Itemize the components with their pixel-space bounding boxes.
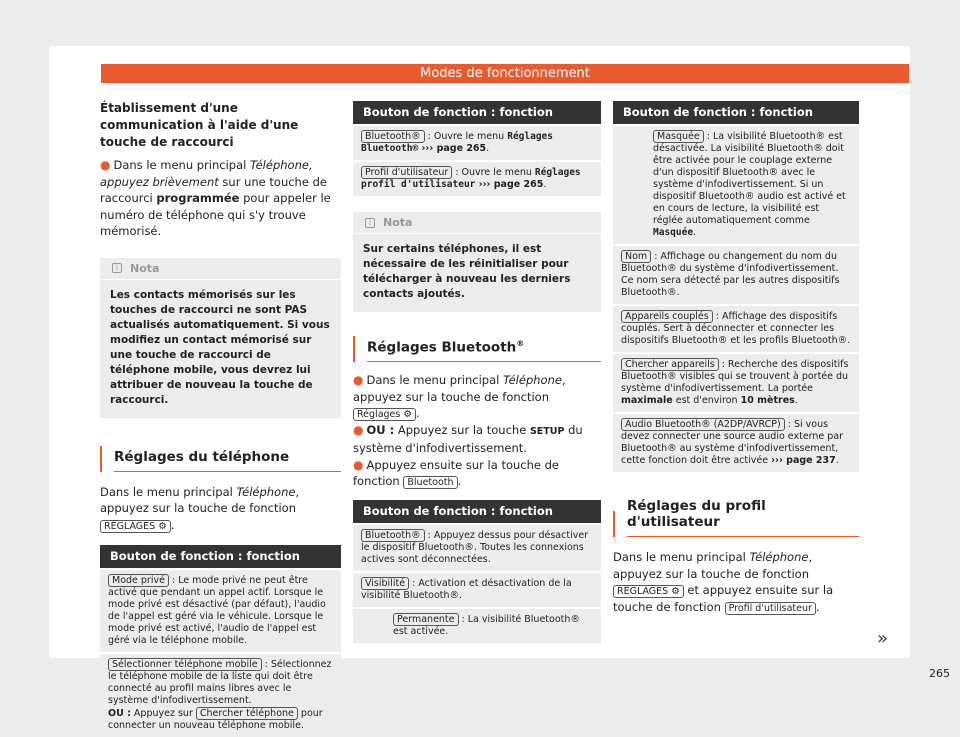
function-table-bluetooth-cont: Bouton de fonction : fonction Masquée : La visibilité Bluetooth® est désactivée. La visibilité Bluetooth® doit être activée pour le couplage externe d'un dispositif Bluetooth® avec le système d'infodivertissement. Si un dispositif Bluetooth® audio est activé et en cours de lecture, la visibilité est réglée automatiquement comme Masquée. Nom : Affichage ou changement du nom du Bluetooth® du système d'infodivertissement. Ce nom sera détecté par les autres dispositifs Bluetooth®. Appareils couplés : Affichage des dispositifs couplés. Sert à déconnecter et connecter les dispositifs Bluetooth® et les profils Bluetooth®. Chercher appareils : Recherche des dispositifs Bluetooth® visibles qui se trouvent à portée du système d'infodivertissement. La portée maximale est d'environ 10 mètres. Audio Bluetooth® (A2DP/AVRCP) : Si vous devez connecter une source audio externe par Bluetooth® au système d'infodivertissement, cette fonction doit être activée ››› page 237.	[613, 101, 859, 472]
reglages-profile-button[interactable]: RÉGLAGES ⚙	[613, 585, 684, 598]
bullet-icon: ●	[353, 422, 364, 437]
setup-key: SETUP	[529, 425, 565, 437]
bullet-icon: ●	[100, 158, 111, 172]
bullet-icon: ●	[353, 457, 364, 472]
mode-prive-button[interactable]: Mode privé	[108, 574, 169, 587]
search-phone-button[interactable]: Chercher téléphone	[196, 707, 298, 720]
paragraph-shortcut: ● Dans le menu principal Téléphone, appuyez brièvement sur une touche de raccourci programmée pour appeler le numéro de téléphone qui s'y trouve mémorisé.	[100, 158, 331, 238]
paired-devices-button[interactable]: Appareils couplés	[621, 310, 713, 323]
search-devices-button[interactable]: Chercher appareils	[621, 358, 719, 371]
bullet-icon: ●	[353, 373, 364, 387]
table-row: Nom : Affichage ou changement du nom du Bluetooth® du système d'infodivertissement. Ce nom sera détecté par les autres dispositifs Bluetooth®.	[613, 244, 859, 304]
user-profile-function-button[interactable]: Profil d'utilisateur	[725, 602, 816, 615]
continue-chevron-icon: »	[877, 628, 889, 649]
user-profile-button[interactable]: Profil d'utilisateur	[361, 166, 452, 179]
bluetooth-function-button[interactable]: Bluetooth	[403, 476, 457, 489]
table-row: Audio Bluetooth® (A2DP/AVRCP) : Si vous devez connecter une source audio externe par Bluetooth® au système d'infodivertissement, cette fonction doit être activée ››› page 237.	[613, 412, 859, 472]
table-row: Permanente : La visibilité Bluetooth® est activée.	[353, 607, 601, 643]
column-3	[613, 101, 859, 615]
permanent-button[interactable]: Permanente	[393, 613, 459, 626]
bluetooth-toggle-button[interactable]: Bluetooth®	[361, 529, 425, 542]
bluetooth-step-3: ● Appuyez ensuite sur la touche de fonction Bluetooth .	[353, 457, 560, 488]
bluetooth-step-2: ● OU : Appuyez sur la touche SETUP du système d'infodivertissement.	[353, 422, 583, 455]
section-user-profile: Réglages du profil d'utilisateur	[613, 498, 859, 537]
paragraph-phone-settings: Dans le menu principal Téléphone, appuyez sur la touche de fonction RÉGLAGES ⚙ .	[100, 484, 300, 532]
bluetooth-step-1: ● Dans le menu principal Téléphone, appuyez sur la touche de fonction Réglages ⚙ .	[353, 373, 566, 420]
table-row: Visibilité : Activation et désactivation de la visibilité Bluetooth®.	[353, 571, 601, 607]
page-number: 265	[929, 667, 950, 680]
function-table-phone: Bouton de fonction : fonction Mode privé : Le mode privé ne peut être activé que pendant un appel actif. Lorsque le mode privé est désactivé (par défaut), l'audio de l'appel est géré via le véhicule. Lorsque le mode privé est activé, l'audio de l'appel est géré via le téléphone mobile. Sélectionner téléphone mobile : Sélectionnez le téléphone mobile de la liste qui doit être connecté au profil mains libres avec le système d'infodivertissement. OU : Appuyez sur Chercher téléphone pour connecter un nouveau téléphone mobile.	[100, 545, 341, 737]
nota-text: Sur certains téléphones, il est nécessaire de les réinitialiser pour télécharger à nouveau les derniers contacts ajoutés.	[363, 243, 571, 300]
bluetooth-button[interactable]: Bluetooth®	[361, 130, 425, 143]
info-icon: i	[365, 218, 375, 228]
table-row: Appareils couplés : Affichage des dispositifs couplés. Sert à déconnecter et connecter les dispositifs Bluetooth® et les profils Bluetooth®.	[613, 304, 859, 352]
visibility-button[interactable]: Visibilité	[361, 577, 409, 590]
nota-box: i Nota Sur certains téléphones, il est nécessaire de les réinitialiser pour télécharger à nouveau les derniers contacts ajoutés.	[353, 212, 601, 312]
table-row: Chercher appareils : Recherche des dispositifs Bluetooth® visibles qui se trouvent à portée du système d'infodivertissement. La portée maximale est d'environ 10 mètres.	[613, 352, 859, 412]
reglages-bluetooth-button[interactable]: Réglages ⚙	[353, 408, 416, 421]
table-row: Bluetooth® : Ouvre le menu Réglages Bluetooth® ››› page 265.	[353, 124, 601, 160]
name-button[interactable]: Nom	[621, 250, 651, 263]
table-row: Bluetooth® : Appuyez dessus pour désactiver le dispositif Bluetooth®. Toutes les connexions actives sont déconnectées.	[353, 523, 601, 571]
page-header: Modes de fonctionnement	[101, 64, 909, 83]
function-table-menu: Bouton de fonction : fonction Bluetooth® : Ouvre le menu Réglages Bluetooth® ››› page 265. Profil d'utilisateur : Ouvre le menu Réglages profil d'utilisateur ››› page 265.	[353, 101, 601, 196]
section-phone-settings: Réglages du téléphone	[100, 446, 341, 472]
table-row: Profil d'utilisateur : Ouvre le menu Réglages profil d'utilisateur ››› page 265.	[353, 160, 601, 196]
reglages-button[interactable]: RÉGLAGES ⚙	[100, 520, 171, 533]
nota-box: i Nota Les contacts mémorisés sur les touches de raccourci ne sont PAS actualisés automatiquement. Si vous modifiez un contact mémorisé sur une touche de raccourci de téléphone mobile, vous devrez lui attribuer de nouveau la touche de raccourci.	[100, 258, 341, 418]
column-2	[353, 101, 601, 643]
heading-shortcut: Établissement d'une communication à l'aide d'une touche de raccourci	[100, 101, 299, 149]
page	[49, 46, 950, 731]
column-1	[100, 101, 341, 737]
select-phone-button[interactable]: Sélectionner téléphone mobile	[108, 658, 262, 671]
paragraph-user-profile: Dans le menu principal Téléphone, appuyez sur la touche de fonction RÉGLAGES ⚙ et appuyez ensuite sur la touche de fonction Profil d'utilisateur .	[613, 550, 834, 614]
table-row: Mode privé : Le mode privé ne peut être activé que pendant un appel actif. Lorsque le mode privé est désactivé (par défaut), l'audio de l'appel est géré via le véhicule. Lorsque le mode privé est activé, l'audio de l'appel est géré via le téléphone mobile.	[100, 568, 341, 652]
function-table-bluetooth: Bouton de fonction : fonction Bluetooth® : Appuyez dessus pour désactiver le dispositif Bluetooth®. Toutes les connexions actives sont déconnectées. Visibilité : Activation et désactivation de la visibilité Bluetooth®. Permanente : La visibilité Bluetooth® est activée.	[353, 500, 601, 643]
audio-bluetooth-button[interactable]: Audio Bluetooth® (A2DP/AVRCP)	[621, 418, 785, 431]
nota-text: Les contacts mémorisés sur les touches de raccourci ne sont PAS actualisés automatiquement. Si vous modifiez un contact mémorisé sur une touche de raccourci de téléphone mobile, vous devrez lui attribuer de nouveau la touche de raccourci.	[110, 288, 330, 406]
table-row: Masquée : La visibilité Bluetooth® est désactivée. La visibilité Bluetooth® doit être activée pour le couplage externe d'un dispositif Bluetooth® avec le système d'infodivertissement. Si un dispositif Bluetooth® audio est activé et en cours de lecture, la visibilité est réglée automatiquement comme Masquée.	[613, 124, 859, 244]
section-bluetooth-settings: Réglages Bluetooth®	[353, 336, 601, 362]
table-row: Sélectionner téléphone mobile : Sélectionnez le téléphone mobile de la liste qui doit être connecté au profil mains libres avec le système d'infodivertissement. OU : Appuyez sur Chercher téléphone pour connecter un nouveau téléphone mobile.	[100, 652, 341, 737]
info-icon: i	[112, 263, 122, 273]
hidden-button[interactable]: Masquée	[653, 130, 704, 143]
